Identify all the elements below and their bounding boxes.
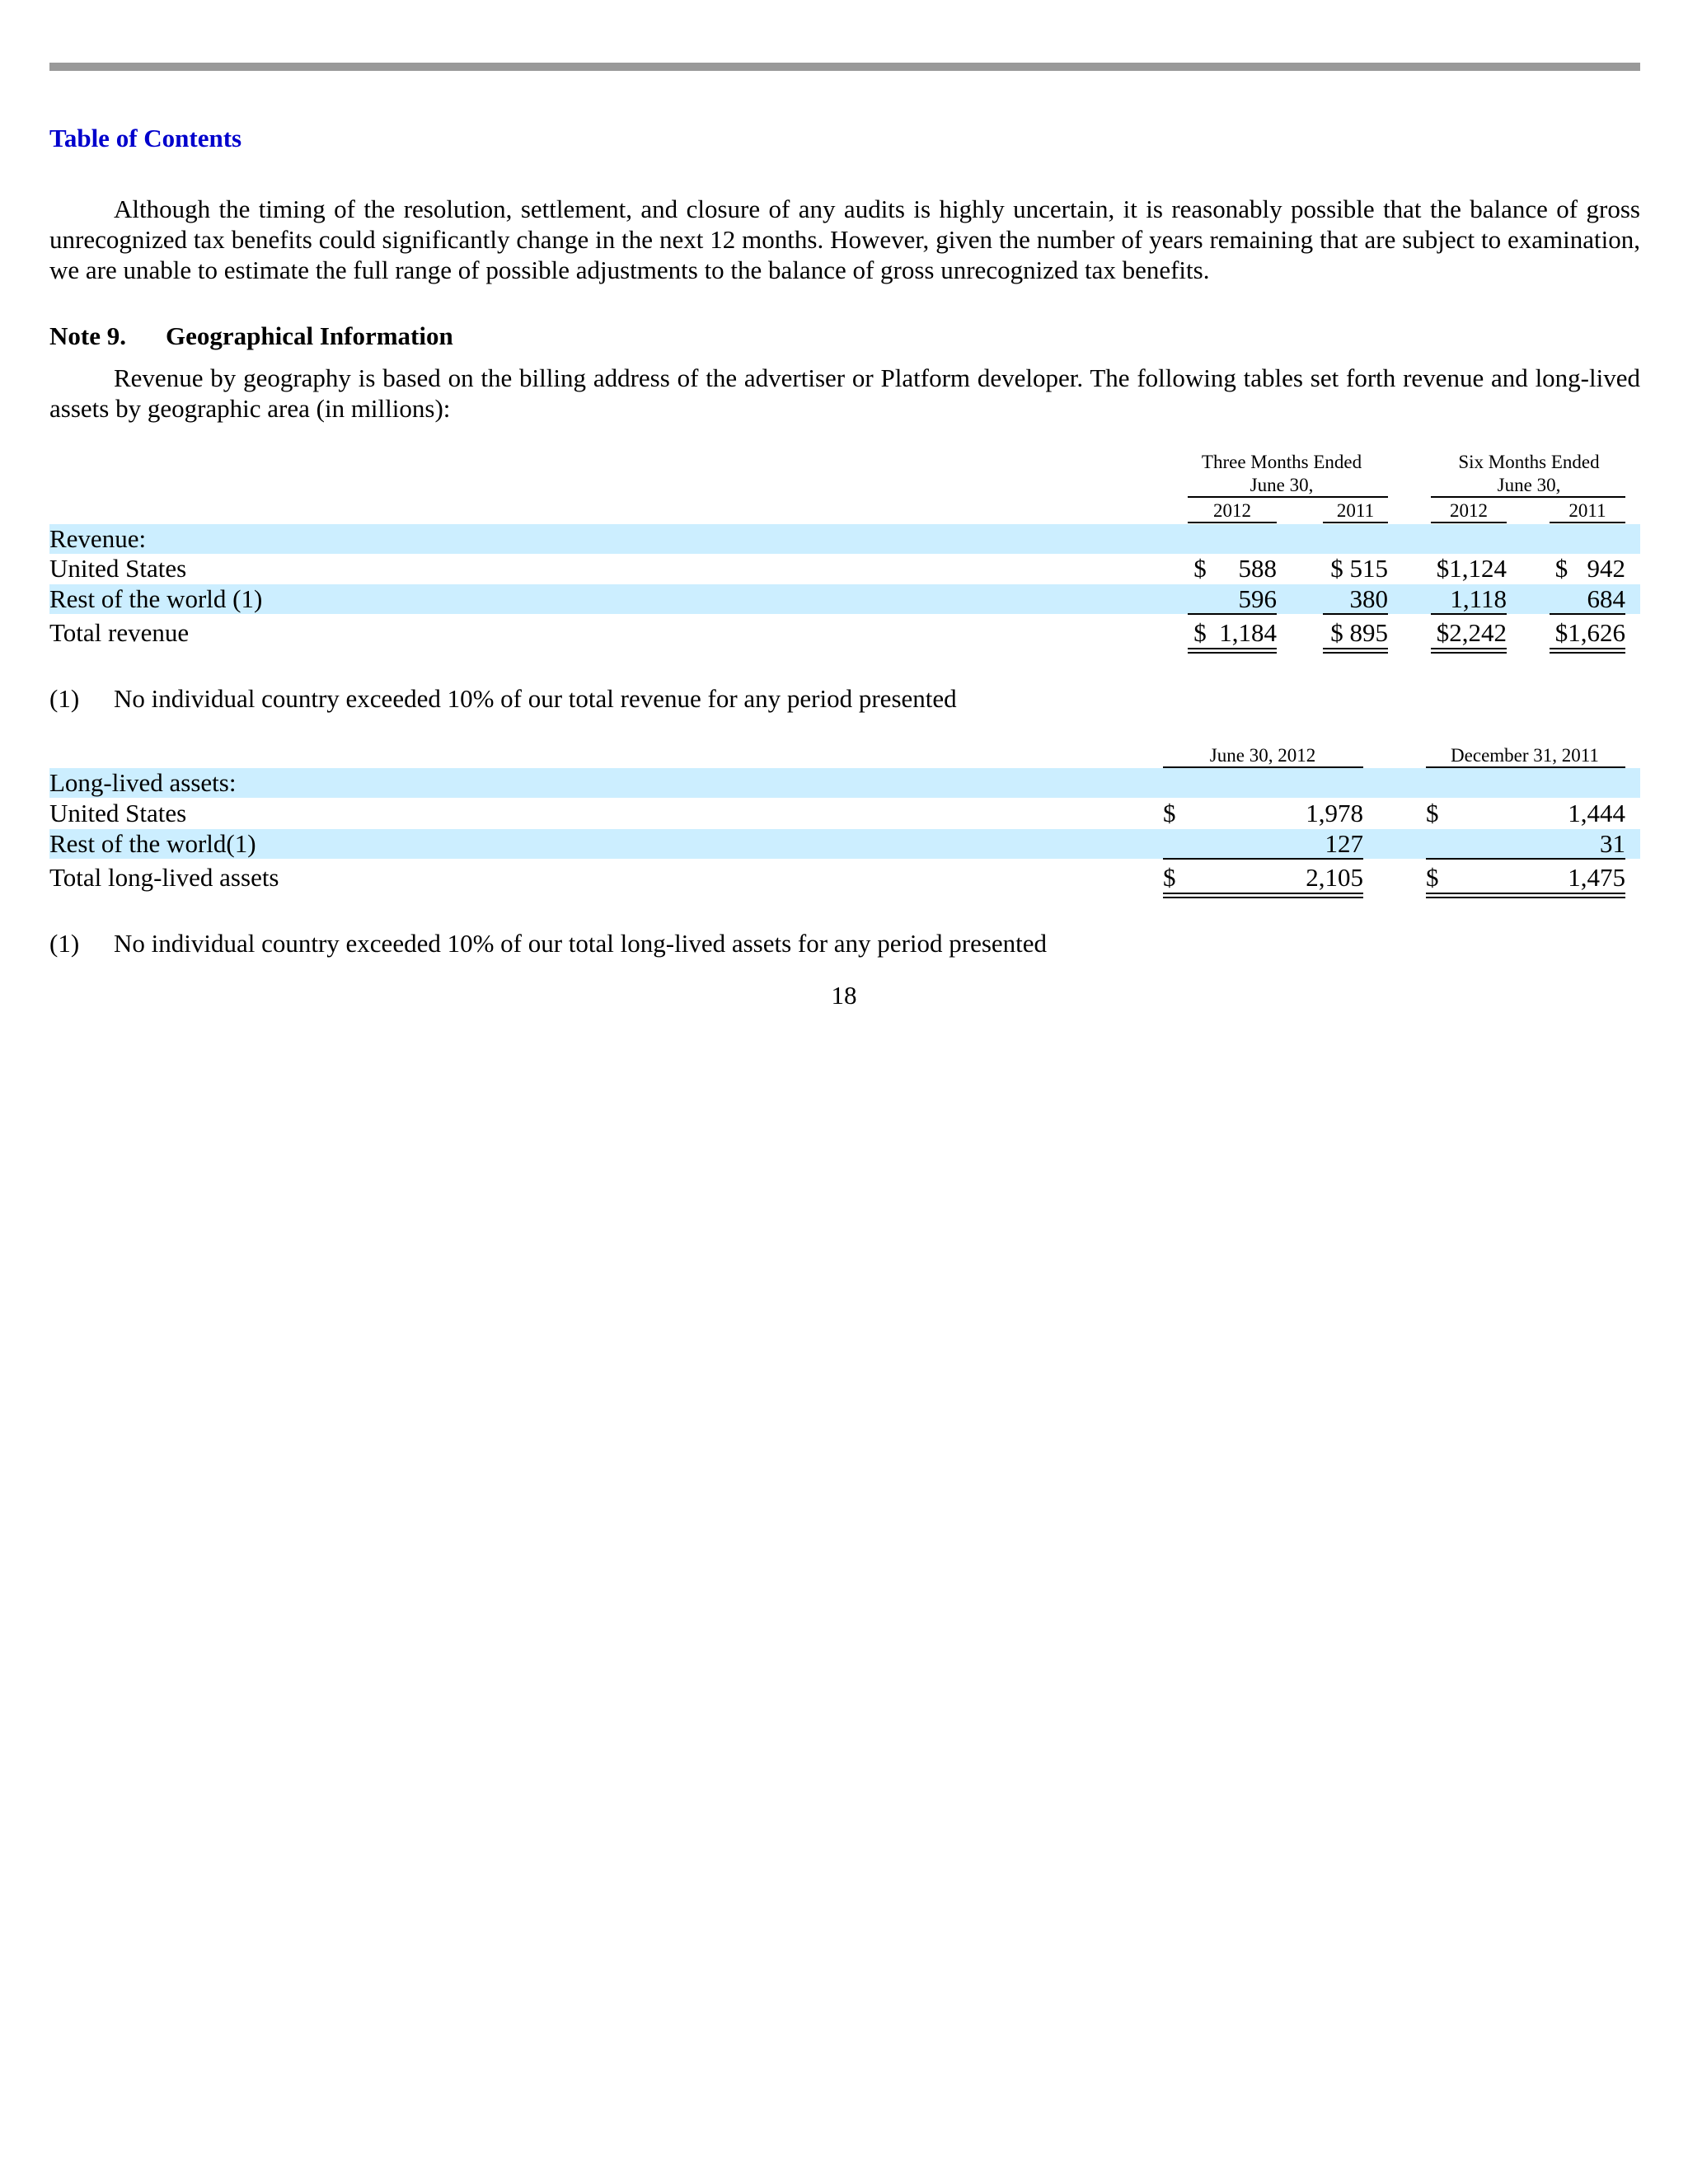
revenue-section-band (49, 524, 1640, 554)
row-label-united-states: United States (49, 554, 187, 583)
assets-us-dec-2011: 1,444 (1568, 799, 1625, 827)
year-col-3: 2012 (1450, 500, 1488, 521)
note-heading (49, 321, 453, 351)
assets-row-label-total: Total long-lived assets (49, 863, 279, 892)
assets-footnote-number: (1) (49, 929, 80, 958)
assets-row-label-rest-of-world: Rest of the world(1) (49, 829, 256, 858)
cell-total-h1-2011: $1,626 (1554, 618, 1625, 647)
note-title: Geographical Information (166, 321, 453, 350)
assets-row-june-2012: 127 (1325, 829, 1363, 858)
assets-us-sym2: $ (1426, 799, 1439, 827)
assets-row-dec-2011: 31 (1600, 829, 1625, 858)
year-rule-1 (1188, 522, 1277, 523)
group1-header-rule (1188, 496, 1388, 498)
assets-footnote (49, 929, 1047, 958)
total-double-rule-4a (1550, 648, 1625, 649)
assets-row-band-rest-of-world (49, 829, 1640, 859)
subtotal-rule-4 (1550, 613, 1625, 615)
revenue-footnote-text: No individual country exceeded 10% of our total revenue for any period presented (114, 684, 957, 713)
assets-col2-header: December 31, 2011 (1451, 745, 1599, 766)
total-double-rule-1a (1188, 648, 1277, 649)
assets-us-sym1: $ (1163, 799, 1176, 827)
assets-total-double-rule-2b (1426, 897, 1625, 898)
revenue-footnote (49, 684, 957, 714)
row-label-total-revenue: Total revenue (49, 618, 190, 647)
assets-us-june-2012: 1,978 (1306, 799, 1363, 827)
cell-total-q2-2012: $ 1,184 (1193, 618, 1277, 647)
assets-total-sym1: $ (1163, 863, 1176, 892)
cell-us-q2-2012: $ 588 (1193, 554, 1277, 583)
row-band-rest-of-world (49, 584, 1640, 614)
cell-row-q2-2011: 380 (1349, 584, 1388, 613)
cell-total-h1-2012: $2,242 (1436, 618, 1507, 647)
table-of-contents-link[interactable]: Table of Contents (49, 124, 242, 152)
assets-total-sym2: $ (1426, 863, 1439, 892)
cell-row-h1-2011: 684 (1587, 584, 1625, 613)
group2-header-rule (1431, 496, 1625, 498)
note-number: Note 9. (49, 321, 126, 350)
cell-us-h1-2011: $ 942 (1554, 554, 1625, 583)
subtotal-rule-2 (1323, 613, 1388, 615)
total-double-rule-3b (1431, 652, 1507, 654)
assets-total-june-2012: 2,105 (1306, 863, 1363, 892)
cell-us-q2-2011: $ 515 (1330, 554, 1388, 583)
group1-header-line2: June 30, (1250, 475, 1314, 495)
assets-subtotal-rule-2 (1426, 858, 1625, 860)
year-rule-2 (1323, 522, 1388, 523)
total-double-rule-2b (1323, 652, 1388, 654)
group2-header-line1: Six Months Ended (1458, 452, 1600, 472)
assets-col1-header: June 30, 2012 (1209, 745, 1316, 766)
assets-subtotal-rule-1 (1163, 858, 1363, 860)
cell-row-h1-2012: 1,118 (1450, 584, 1507, 613)
cell-us-h1-2012: $1,124 (1436, 554, 1507, 583)
assets-total-dec-2011: 1,475 (1568, 863, 1625, 892)
subtotal-rule-3 (1431, 613, 1507, 615)
year-col-4: 2011 (1568, 500, 1606, 521)
row-label-rest-of-world: Rest of the world (1) (49, 584, 263, 613)
total-double-rule-3a (1431, 648, 1507, 649)
group2-header-line2: June 30, (1497, 475, 1561, 495)
year-col-2: 2011 (1336, 500, 1375, 521)
cell-row-q2-2012: 596 (1238, 584, 1277, 613)
group1-header-line1: Three Months Ended (1201, 452, 1362, 472)
assets-row-label-united-states: United States (49, 799, 187, 827)
total-double-rule-2a (1323, 648, 1388, 649)
total-double-rule-4b (1550, 652, 1625, 654)
top-rule (49, 63, 1640, 71)
page-number: 18 (831, 981, 857, 1010)
assets-section-band (49, 768, 1640, 798)
note-paragraph: Revenue by geography is based on the billing address of the advertiser or Platform developer. The following tables set forth revenue and long-lived assets by geographic area (in millions): (49, 363, 1640, 423)
year-col-1: 2012 (1213, 500, 1251, 521)
total-double-rule-1b (1188, 652, 1277, 654)
assets-footnote-text: No individual country exceeded 10% of our total long-lived assets for any period presented (114, 929, 1048, 958)
assets-section-label: Long-lived assets: (49, 768, 237, 797)
year-rule-4 (1550, 522, 1625, 523)
assets-total-double-rule-2a (1426, 893, 1625, 894)
subtotal-rule-1 (1188, 613, 1277, 615)
revenue-footnote-number: (1) (49, 684, 80, 713)
year-rule-3 (1431, 522, 1507, 523)
assets-total-double-rule-1b (1163, 897, 1363, 898)
assets-total-double-rule-1a (1163, 893, 1363, 894)
intro-paragraph: Although the timing of the resolution, settlement, and closure of any audits is highly uncertain, it is reasonably possible that the balance of gross unrecognized tax benefits could significantly change in the next 12 months. However, given the number of years remaining that are subject to examination, we are unable to estimate the full range of possible adjustments to the balance of gross unrecognized tax benefits. (49, 194, 1640, 284)
cell-total-q2-2011: $ 895 (1330, 618, 1388, 647)
revenue-section-label: Revenue: (49, 524, 147, 553)
